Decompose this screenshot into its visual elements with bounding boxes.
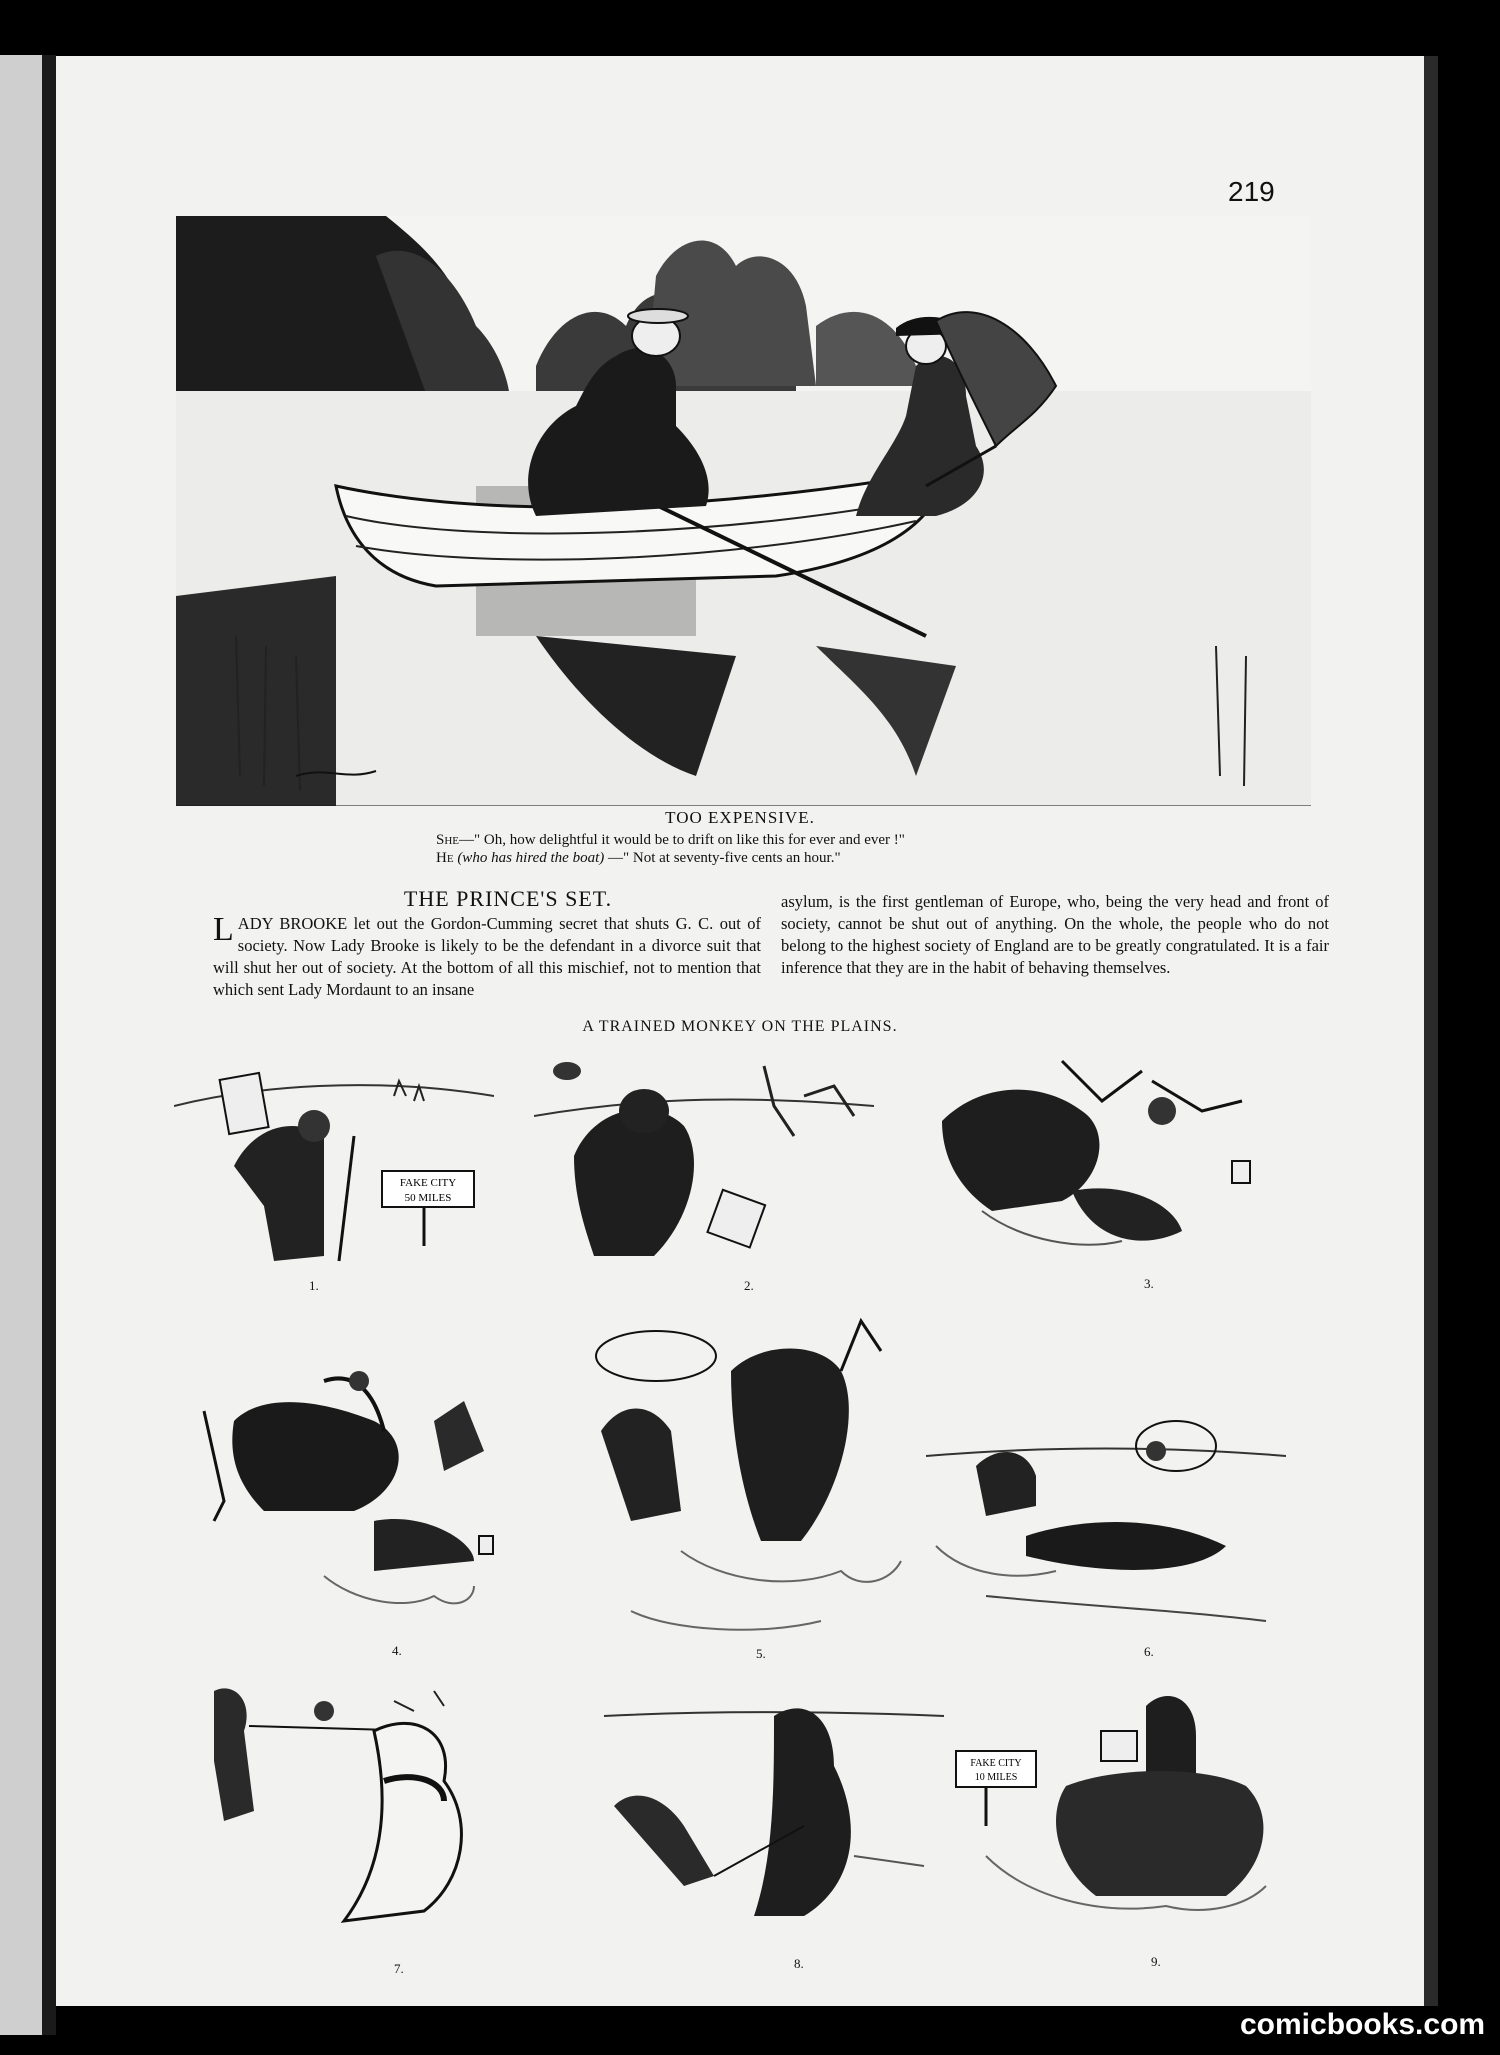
article-right-column: asylum, is the first gentleman of Europe, who, being the very head and front of society, cannot be shut out of anything. On the whole, the people who do not belong to the highest society of England are to be greatly congratulated. It is a fair inference that they are in the habit of behaving themselves. [781,892,1329,977]
illustration-caption-title: TOO EXPENSIVE. [665,808,815,827]
panel-number-4: 4. [392,1643,402,1658]
article-title: THE PRINCE'S SET. [403,886,613,911]
adjacent-page-edge [0,55,42,2035]
comic-panel-4 [174,1361,594,1658]
he-speaker: He [436,850,454,866]
comic-panel-7 [174,1671,534,1976]
page-number: 219 [1228,176,1275,207]
book-gutter [42,55,56,2035]
panel-number-2: 2. [744,1278,754,1293]
fake-city-sign-9-line2: 10 MILES [974,1772,1018,1783]
left-column-text: ADY BROOKE let out the Gordon-Cumming secret that shuts G. C. out of society. Now Lady Brooke is likely to be the defendant in a divorce suit that will shut her out of society. At the bottom of all this mischief, not to mention that which sent Lady Mordaunt to an insane [213,914,761,999]
panel-number-8: 8. [794,1956,804,1971]
comic-panel-9 [946,1676,1296,1969]
magazine-page [56,56,1424,2006]
fake-city-sign-1-line2: 50 MILES [404,1192,452,1204]
article-left-column [213,913,761,1001]
caption-he-line [436,850,841,867]
comic-panel-6 [926,1406,1286,1659]
panel-number-5: 5. [756,1646,766,1661]
panel-number-1: 1. [309,1278,319,1293]
comic-panel-8 [604,1686,944,1971]
site-watermark: comicbooks.com [1240,2008,1486,2041]
scan-edge [1424,56,1438,2006]
comic-panel-2 [534,1046,874,1293]
he-aside: (who has hired the boat) [457,850,605,866]
comic-panel-1 [174,1046,494,1293]
panel-number-6: 6. [1144,1644,1154,1659]
comic-title: A TRAINED MONKEY ON THE PLAINS. [582,1018,898,1035]
fake-city-sign-1-line1: FAKE CITY [399,1177,457,1189]
comic-panel-5 [561,1311,931,1661]
panel-number-9: 9. [1151,1954,1161,1969]
he-quote: —" Not at seventy-five cents an hour." [604,850,841,866]
rowboat-illustration [176,216,1311,806]
panel-number-3: 3. [1144,1276,1154,1291]
drop-cap: L [213,911,234,948]
caption-she-line [436,832,905,849]
she-speaker: She [436,832,460,848]
comic-panel-3 [922,1041,1262,1291]
fake-city-sign-9-line1: FAKE CITY [970,1758,1022,1769]
panel-number-7: 7. [394,1961,404,1976]
she-quote: —" Oh, how delightful it would be to drift on like this for ever and ever !" [459,832,905,848]
